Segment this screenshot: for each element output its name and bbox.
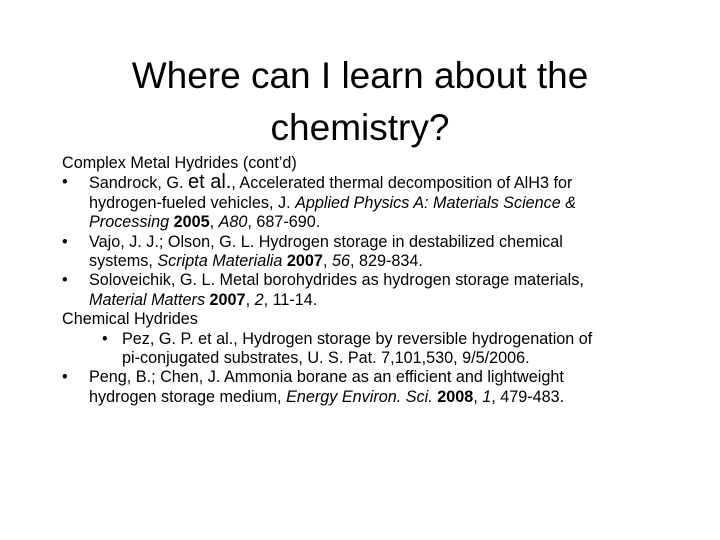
- slide-title-line-2: chemistry?: [270, 107, 450, 148]
- bullet: •: [62, 368, 68, 387]
- bullet: •: [102, 329, 108, 348]
- bullet: •: [62, 232, 68, 251]
- reference-pez: • Pez, G. P. et al., Hydrogen storage by reversible hydrogenation of pi-conjugated substrates, U. S. Pat. 7,101,530, 9/5/2006.: [102, 329, 593, 368]
- slide-body: [62, 154, 662, 407]
- slide-title: [0, 50, 720, 154]
- section-heading-chemical-hydrides: Chemical Hydrides: [62, 310, 198, 329]
- reference-vajo: • Vajo, J. J.; Olson, G. L. Hydrogen storage in destabilized chemical systems, Scripta Materialia 2007, 56, 829-834.: [62, 232, 563, 271]
- bullet: •: [62, 271, 68, 290]
- section-heading-complex-metal-hydrides: Complex Metal Hydrides (cont’d): [62, 154, 297, 172]
- reference-peng: • Peng, B.; Chen, J. Ammonia borane as an efficient and lightweight hydrogen storage medium, Energy Environ. Sci. 2008, 1, 479-483.: [62, 368, 565, 406]
- bullet: •: [62, 173, 68, 192]
- slide-title-line-1: Where can I learn about the: [131, 55, 589, 96]
- reference-sandrock: • Sandrock, G. et al., Accelerated thermal decomposition of AlH3 for hydrogen-fueled vehicles, J. Applied Physics A: Materials Science & Processing 2005, A80, 687-690.: [62, 171, 577, 232]
- reference-soloveichik: • Soloveichik, G. L. Metal borohydrides as hydrogen storage materials, Material Matters 2007, 2, 11-14.: [62, 271, 584, 309]
